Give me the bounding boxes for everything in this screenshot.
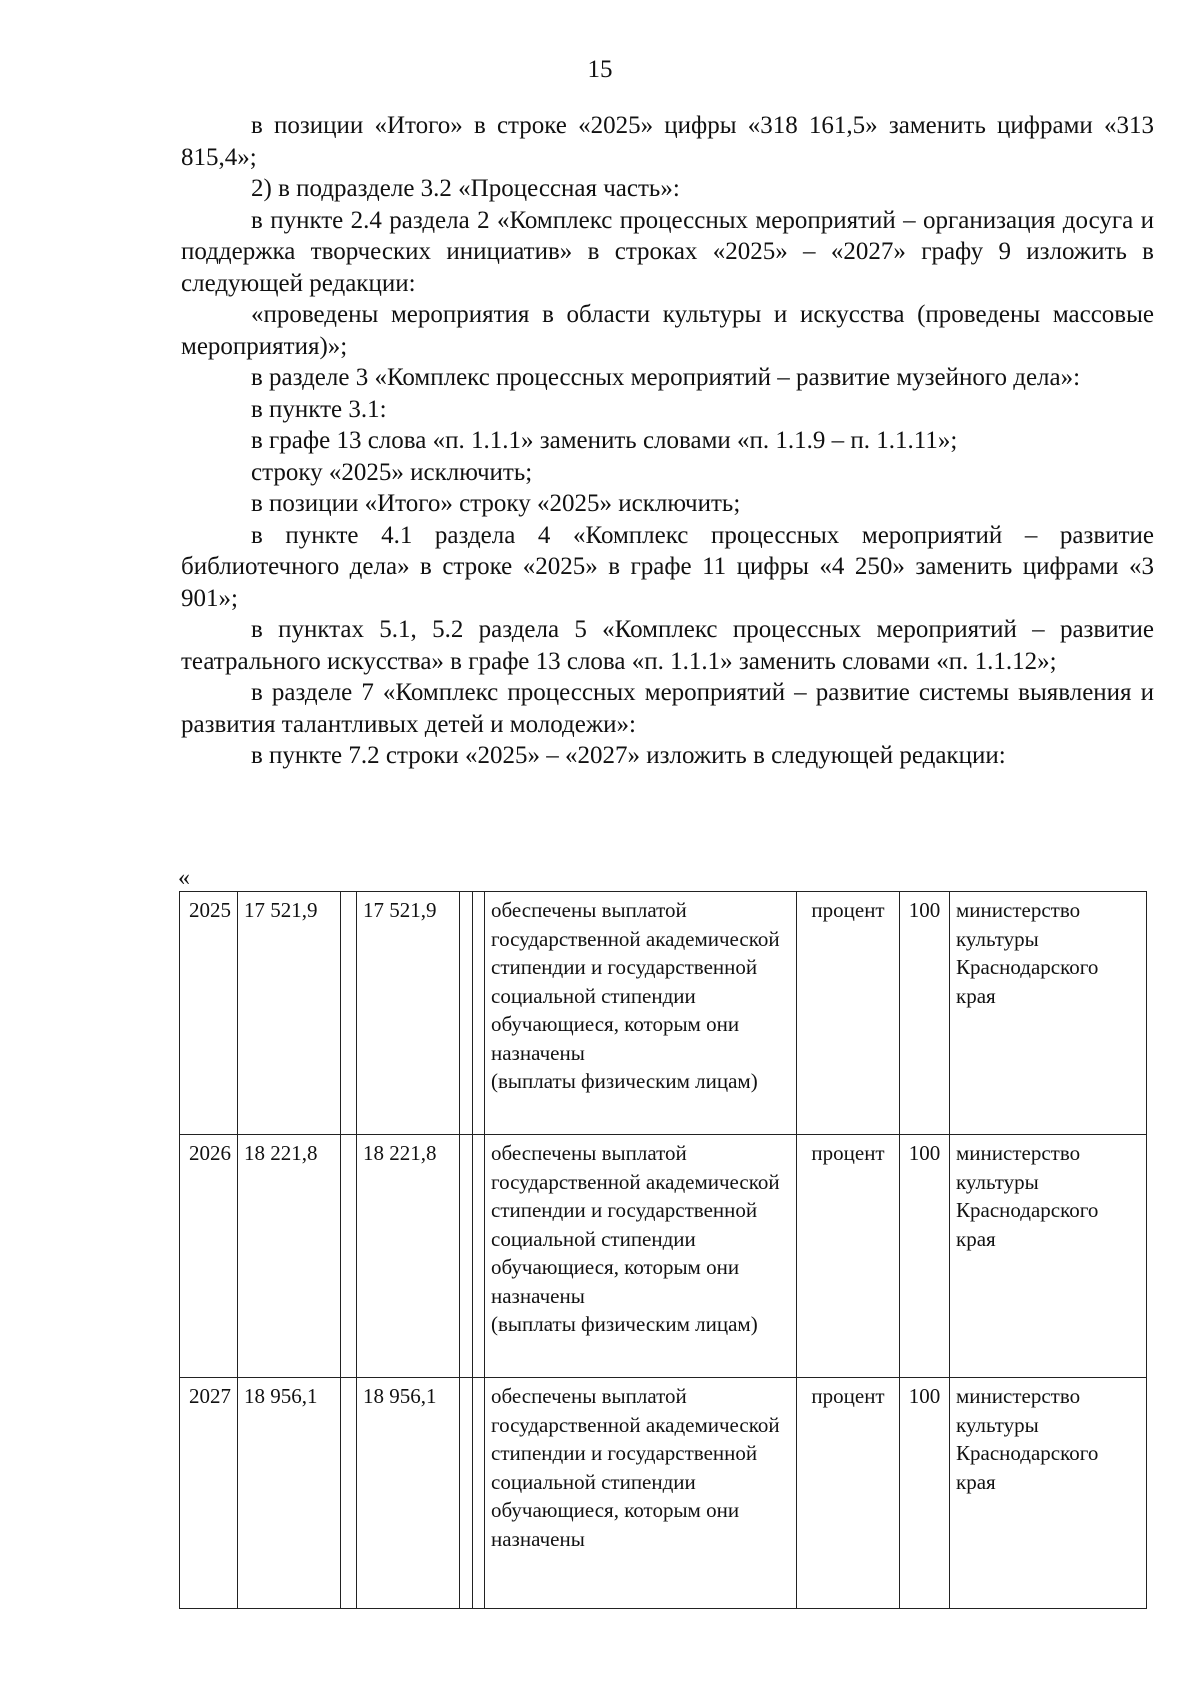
result-cell (485, 1378, 797, 1609)
year-cell: 2026 (180, 1135, 238, 1378)
unit-cell: процент (797, 1378, 900, 1609)
result-text: обеспечены выплатой государственной академической стипендии и государственной социальной стипендии обучающиеся, которым они назначены (491, 1141, 780, 1308)
paragraph: 2) в подразделе 3.2 «Процессная часть»: (251, 175, 680, 202)
paragraph: в разделе 3 «Комплекс процессных мероприятий – развитие музейного дела»: (251, 364, 1081, 391)
result-note: (выплаты физическим лицам) (491, 1069, 758, 1093)
empty-cell (341, 1378, 357, 1609)
table-row (180, 1378, 1147, 1609)
result-text: обеспечены выплатой государственной академической стипендии и государственной социальной стипендии обучающиеся, которым они назначены (491, 1384, 780, 1551)
empty-cell (341, 1135, 357, 1378)
table-row (180, 1135, 1147, 1378)
unit-cell: процент (797, 892, 900, 1135)
document-body (181, 110, 1154, 772)
paragraph: в пункте 2.4 раздела 2 «Комплекс процессных мероприятий – организация досуга и поддержка творческих инициатив» в строках «2025» – «2027» графу 9 изложить в следующей редакции: (181, 206, 1154, 297)
paragraph: «проведены мероприятия в области культуры и искусства (проведены массовые мероприятия)»; (181, 301, 1154, 360)
total-cell: 18 221,8 (238, 1135, 341, 1378)
empty-cell (473, 892, 485, 1135)
executor-cell: министерство культуры Краснодарского края (950, 1135, 1147, 1378)
value-cell: 100 (900, 1135, 950, 1378)
paragraph: в пункте 7.2 строки «2025» – «2027» изложить в следующей редакции: (251, 742, 1006, 769)
year-cell: 2027 (180, 1378, 238, 1609)
empty-cell (473, 1378, 485, 1609)
empty-cell (460, 1378, 473, 1609)
paragraph: строку «2025» исключить; (251, 458, 533, 486)
paragraph: в позиции «Итого» в строке «2025» цифры «318 161,5» заменить цифрами «313 815,4»; (181, 112, 1154, 171)
executor-cell: министерство культуры Краснодарского края (950, 892, 1147, 1135)
executor-cell: министерство культуры Краснодарского края (950, 1378, 1147, 1609)
regional-cell: 18 221,8 (357, 1135, 460, 1378)
result-note: (выплаты физическим лицам) (491, 1312, 758, 1336)
page-number: 15 (587, 56, 613, 83)
year-cell: 2025 (180, 892, 238, 1135)
regional-cell: 17 521,9 (357, 892, 460, 1135)
empty-cell (473, 1135, 485, 1378)
paragraph: в пункте 3.1: (251, 395, 387, 423)
empty-cell (460, 1135, 473, 1378)
paragraph: в графе 13 слова «п. 1.1.1» заменить словами «п. 1.1.9 – п. 1.1.11»; (251, 427, 958, 454)
result-cell (485, 1135, 797, 1378)
result-text: обеспечены выплатой государственной академической стипендии и государственной социальной стипендии обучающиеся, которым они назначены (491, 898, 780, 1065)
paragraph: в пунктах 5.1, 5.2 раздела 5 «Комплекс процессных мероприятий – развитие театрального искусства» в графе 13 слова «п. 1.1.1» заменить словами «п. 1.1.12»; (181, 616, 1154, 675)
value-cell: 100 (900, 1378, 950, 1609)
total-cell: 17 521,9 (238, 892, 341, 1135)
opening-quote: « (178, 865, 190, 891)
result-cell (485, 892, 797, 1135)
paragraph: в позиции «Итого» строку «2025» исключить; (251, 490, 741, 517)
empty-cell (341, 892, 357, 1135)
total-cell: 18 956,1 (238, 1378, 341, 1609)
unit-cell: процент (797, 1135, 900, 1378)
paragraph: в разделе 7 «Комплекс процессных мероприятий – развитие системы выявления и развития талантливых детей и молодежи»: (181, 679, 1154, 738)
funding-table (179, 891, 1147, 1609)
paragraph: в пункте 4.1 раздела 4 «Комплекс процессных мероприятий – развитие библиотечного дела» в строке «2025» в графе 11 цифры «4 250» заменить цифрами «3 901»; (181, 521, 1154, 612)
empty-cell (460, 892, 473, 1135)
table-row (180, 892, 1147, 1135)
regional-cell: 18 956,1 (357, 1378, 460, 1609)
value-cell: 100 (900, 892, 950, 1135)
